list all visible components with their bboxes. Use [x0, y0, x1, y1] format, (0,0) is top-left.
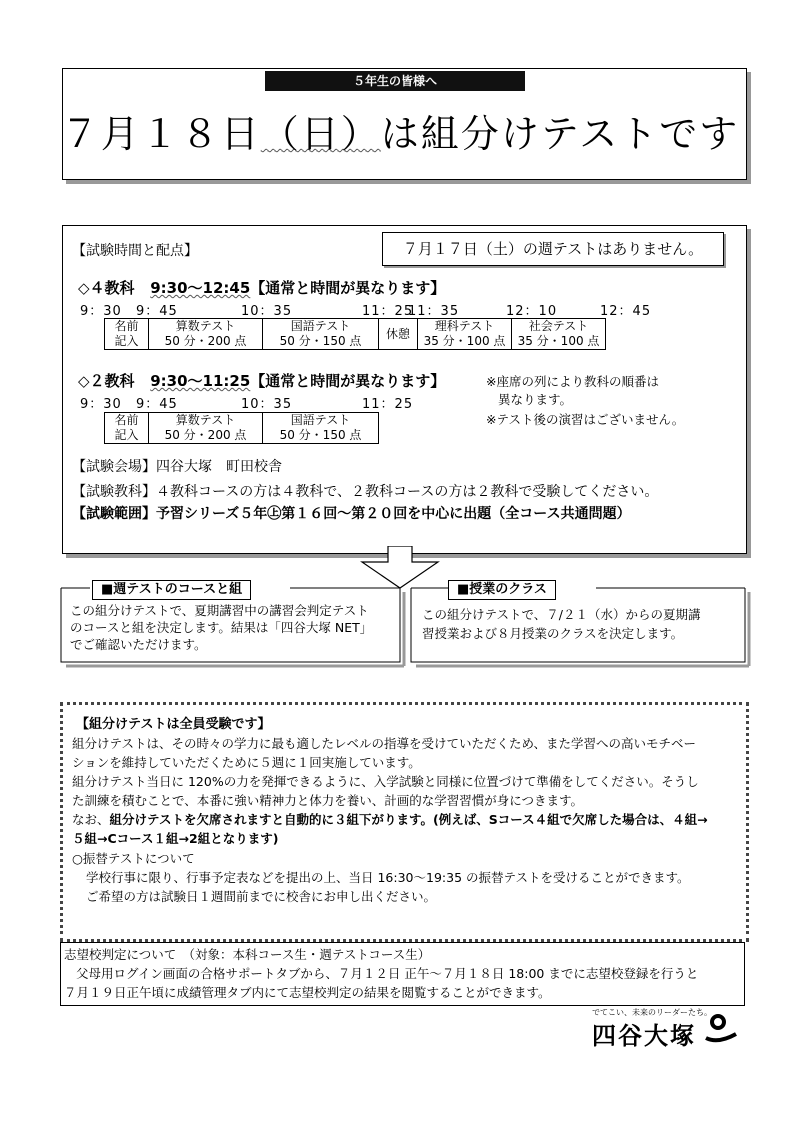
audience-tag: ５年生の皆様へ [265, 71, 525, 91]
notice-line-6: ５組→Cコース１組→2組となります) [72, 831, 279, 846]
left-box-line-2: のコースと組を決定します。結果は「四谷大塚 NET」 [70, 620, 373, 635]
cell-science: 理科テスト 35 分・100 点 [418, 319, 512, 350]
section-title-time: 【試験時間と配点】 [72, 243, 198, 259]
exam-scope: 【試験範囲】予習シリーズ５年㊤第１６回〜第２０回を中心に出題（全コース共通問題） [72, 506, 631, 522]
course4-time-3: 11：25 [362, 304, 414, 319]
judgement-line-1: 父母用ログイン画面の合格サポートタブから、７月１２日 正午〜７月１８日 18:00 までに志望校登録を行うと [76, 966, 699, 981]
makeup-line-1: 学校行事に限り、行事予定表などを提出の上、当日 16:30〜19:35 の振替テストを受けることができます。 [86, 870, 690, 885]
course4-schedule [104, 318, 606, 350]
course2-heading: ◇２教科 9:30〜11:25【通常と時間が異なります】 [78, 372, 446, 390]
seat-order-note: ※座席の列により教科の順番は [486, 374, 659, 389]
no-weekly-test-notice: ７月１７日（土）の週テストはありません。 [382, 232, 724, 266]
course4-heading: ◇４教科 9:30〜12:45【通常と時間が異なります】 [78, 279, 446, 297]
page-title [0, 103, 800, 158]
right-box-line-1: この組分けテストで、７/２１（水）からの夏期講 [422, 607, 701, 622]
cell-name-entry: 名前 記入 [105, 319, 149, 350]
left-box-line-3: でご確認いただけます。 [70, 637, 207, 652]
makeup-line-2: ご希望の方は試験日１週間前までに校舎にお申し出ください。 [86, 889, 437, 904]
notice-line-1: 組分けテストは、その時々の学力に最も適したレベルの指導を受けていただくため、また学習への高いモチベー [72, 736, 697, 751]
right-box-line-2: 習授業および８月授業のクラスを決定します。 [422, 626, 684, 641]
title-day: （日） [260, 112, 381, 156]
cell-name-entry: 名前 記入 [105, 413, 149, 444]
cell-japanese: 国語テスト 50 分・150 点 [263, 319, 379, 350]
course4-time-5: 12：10 [506, 304, 558, 319]
notice-line-2: ションを維持していただくために５週に１回実施しています。 [72, 755, 421, 770]
course2-time-1: 9：45 [136, 397, 178, 412]
left-box-line-1: この組分けテストで、夏期講習中の講習会判定テスト [70, 603, 369, 618]
logo-name: 四谷大塚 [592, 1022, 696, 1050]
course4-time-1: 9：45 [136, 304, 178, 319]
makeup-title: ○振替テストについて [72, 851, 195, 866]
title-text: は組分けテストです [380, 112, 740, 156]
notice-line-5: なお、組分けテストを欠席されますと自動的に３組下がります。(例えば、Sコース４組で欠席した場合は、４組→ [72, 812, 708, 827]
course4-time-0: 9：30 [80, 304, 122, 319]
cell-social: 社会テスト 35 分・100 点 [512, 319, 606, 350]
course4-time-4: 11：35 [408, 304, 460, 319]
exam-subjects: 【試験教科】４教科コースの方は４教科で、２教科コースの方は２教科で受験してください。 [72, 484, 659, 500]
logo-tagline: でてこい、未来のリーダーたち。 [592, 1008, 712, 1017]
notice-title: 【組分けテストは全員受験です】 [76, 717, 271, 732]
brand-mark-icon [704, 1014, 738, 1044]
course4-time-2: 10：35 [241, 304, 293, 319]
notice-line-4: た訓練を積むことで、本番に強い精神力と体力を養い、計画的な学習習慣が身につきます。 [72, 793, 584, 808]
judgement-title: 志望校判定について （対象：本科コース生・週テストコース生） [64, 947, 431, 962]
notice-line-3: 組分けテスト当日に 120%の力を発揮できるように、入学試験と同様に位置づけて準備をしてください。そうし [72, 774, 699, 789]
no-exercise-note: ※テスト後の演習はございません。 [486, 412, 685, 427]
seat-order-note-cont: 異なります。 [498, 392, 573, 407]
cell-math: 算数テスト 50 分・200 点 [149, 413, 263, 444]
title-date: ７月１８日 [60, 112, 261, 156]
course4-time-6: 12：45 [600, 304, 652, 319]
course2-time-0: 9：30 [80, 397, 122, 412]
judgement-line-2: ７月１９日正午頃に成績管理タブ内にて志望校判定の結果を閲覧することができます。 [64, 985, 551, 1000]
course2-time-2: 10：35 [241, 397, 293, 412]
course2-time-3: 11：25 [362, 397, 414, 412]
exam-venue: 【試験会場】四谷大塚 町田校舎 [72, 459, 282, 475]
right-box-title: ■授業のクラス [448, 580, 556, 600]
left-box-title: ■週テストのコースと組 [92, 580, 251, 600]
cell-math: 算数テスト 50 分・200 点 [149, 319, 263, 350]
cell-break: 休憩 [379, 319, 418, 350]
course2-schedule [104, 412, 379, 444]
cell-japanese: 国語テスト 50 分・150 点 [263, 413, 379, 444]
